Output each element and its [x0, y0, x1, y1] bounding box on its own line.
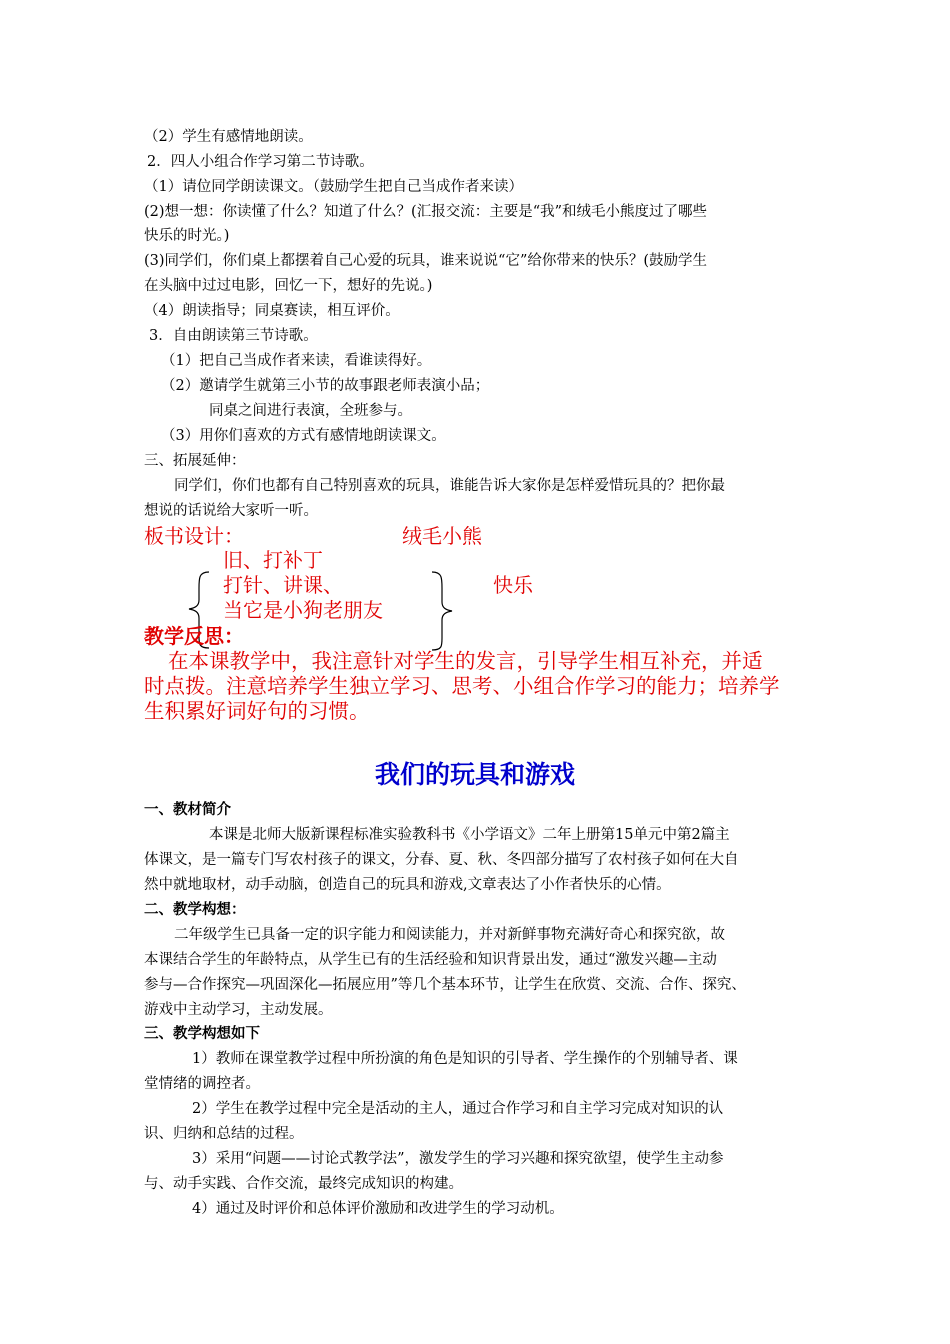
text-line: 3）采用“问题——讨论式教学法”，激发学生的学习兴趣和探究欲望，使学生主动参: [192, 1151, 724, 1167]
text-line: 游戏中主动学习，主动发展。: [144, 1002, 333, 1018]
text-line: (2)想一想：你读懂了什么？知道了什么？(汇报交流：主要是“我”和绒毛小熊度过了哪些: [144, 204, 708, 220]
text-line: 二年级学生已具备一定的识字能力和阅读能力，并对新鲜事物充满好奇心和探究欲，故: [174, 927, 725, 943]
text-line: 1）教师在课堂教学过程中所扮演的角色是知识的引导者、学生操作的个别辅导者、课: [192, 1051, 738, 1067]
text-line: （4）朗读指导；同桌赛读，相互评价。: [144, 303, 400, 319]
text-line: （1）请位同学朗读课文。（鼓励学生把自己当成作者来读）: [144, 179, 523, 195]
text-line: （1）把自己当成作者来读，看谁读得好。: [161, 353, 432, 369]
text-line: （2）邀请学生就第三小节的故事跟老师表演小品；: [161, 378, 490, 394]
text-line: 同学们，你们也都有自己特别喜欢的玩具，谁能告诉大家你是怎样爱惜玩具的？把你最: [174, 478, 725, 494]
text-line: 与、动手实践、合作交流，最终完成知识的构建。: [144, 1176, 463, 1192]
text-line: 三、拓展延伸：: [144, 453, 246, 469]
text-line: 2．四人小组合作学习第二节诗歌。: [147, 154, 374, 170]
page-title: 我们的玩具和游戏: [374, 760, 575, 789]
reflection-line: 时点拨。注意培养学生独立学习、思考、小组合作学习的能力；培养学: [144, 674, 780, 698]
reflection-heading: 教学反思：: [144, 624, 244, 648]
text-line: 堂情绪的调控者。: [144, 1076, 260, 1092]
section-heading: 三、教学构想如下: [144, 1025, 260, 1042]
text-line: 同桌之间进行表演，全班参与。: [209, 403, 412, 419]
text-line: 本课结合学生的年龄特点，从学生已有的生活经验和知识背景出发，通过“激发兴趣—主动: [144, 952, 717, 968]
board-item-1: 旧、打补丁: [223, 548, 323, 572]
text-line: 本课是北师大版新课程标准实验教科书《小学语文》二年上册第15单元中第2篇主: [209, 827, 730, 843]
text-line: 识、归纳和总结的过程。: [144, 1126, 304, 1142]
section-heading: 二、教学构想：: [144, 901, 246, 918]
text-line: 4）通过及时评价和总体评价激励和改进学生的学习动机。: [192, 1201, 564, 1217]
board-label: 板书设计：: [144, 524, 244, 548]
text-line: 2）学生在教学过程中完全是活动的主人，通过合作学习和自主学习完成对知识的认: [192, 1101, 724, 1117]
text-line: 参与—合作探究—巩固深化—拓展应用”等几个基本环节，让学生在欣赏、交流、合作、探究、: [144, 977, 746, 993]
text-line: 快乐的时光。): [144, 228, 230, 244]
text-line: 想说的话说给大家听一听。: [144, 503, 318, 519]
reflection-line: 在本课教学中，我注意针对学生的发言，引导学生相互补充，并适: [168, 649, 763, 673]
board-subject: 绒毛小熊: [402, 524, 482, 548]
text-line: 3．自由朗读第三节诗歌。: [149, 328, 318, 344]
text-line: (3)同学们，你们桌上都摆着自己心爱的玩具，谁来说说“它”给你带来的快乐？(鼓励学生: [144, 253, 708, 269]
board-item-2: 打针、讲课、: [223, 573, 343, 597]
text-line: 然中就地取材，动手动脑，创造自己的玩具和游戏,文章表达了小作者快乐的心情。: [144, 877, 671, 893]
board-result: 快乐: [493, 573, 533, 597]
text-line: 在头脑中过过电影，回忆一下，想好的先说。): [144, 278, 433, 294]
board-item-3: 当它是小狗老朋友: [223, 598, 383, 622]
text-line: （2）学生有感情地朗读。: [144, 129, 313, 145]
text-line: 体课文，是一篇专门写农村孩子的课文，分春、夏、秋、冬四部分描写了农村孩子如何在大自: [144, 852, 739, 868]
reflection-line: 生积累好词好句的习惯。: [144, 699, 370, 723]
text-line: （3）用你们喜欢的方式有感情地朗读课文。: [161, 428, 446, 444]
section-heading: 一、教材简介: [144, 801, 231, 818]
right-brace: [428, 570, 458, 654]
